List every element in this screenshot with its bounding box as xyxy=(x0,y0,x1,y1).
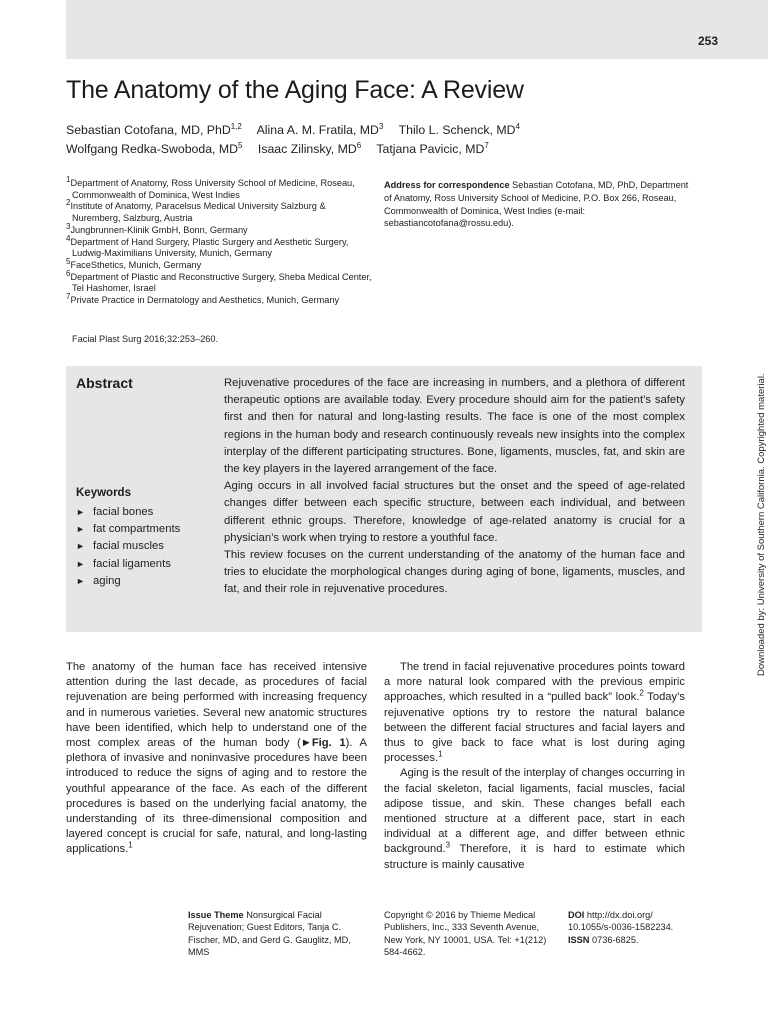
abstract-paragraph: Aging occurs in all involved facial structures but the onset and the speed of age-related changes differ between each specific structure, between each individual, and between different ethnic groups. Therefore, knowledge of age-related anatomy is crucial for a physician’s work when trying to restore a youthful face. xyxy=(224,480,685,544)
body-paragraph: The trend in facial rejuvenative procedures points toward a more natural look compared with the previous empiric approaches, which resulted in a “pulled back” look.$^2$ Today’s rejuvenative options try to restore the natural balance between the different facial structures and facial layers and thus to give back to face what is lost during aging processes.$^1$ xyxy=(384,661,685,765)
keywords-heading: Keywords xyxy=(76,487,131,499)
citation: Facial Plast Surg 2016;32:253–260. xyxy=(72,334,219,344)
author: Thilo L. Schenck, $MD^4$ xyxy=(398,121,520,137)
arrow-icon: ► xyxy=(76,507,85,517)
abstract-paragraph: This review focuses on the current understanding of the anatomy of the human face and tries to elucidate the morphological changes during aging of bone, ligaments, muscles, and fat, and their role in rejuvenative procedures. xyxy=(224,549,685,596)
author: Alina A. M. Fratila, $MD^3$ xyxy=(256,121,384,137)
author: Wolfgang Redka-Swoboda, $MD^5$ xyxy=(66,140,243,156)
doi-issn: DOI http://dx.doi.org/ 10.1055/s-0036-1582234. ISSN 0736-6825. xyxy=(568,910,674,945)
body-paragraph: The anatomy of the human face has received intensive attention during the last decade, as procedures of facial rejuvenation are being performed with increasing frequency and in numerous varieties. Several new anatomic structures have been identified, which help to understand one of the most complex areas of the human body (►Fig. 1). A plethora of invasive and noninvasive procedures have been introduced to reduce the signs of aging and to restore the youthful appearance of the face. As each of the different procedures is based on the underlying facial anatomy, the understanding of its three-dimensional composition and layered concept is crucial for safe, natural, and long-lasting applications.$^1$ xyxy=(66,661,367,856)
author: Sebastian Cotofana, MD, PhD$^{1,2}$ xyxy=(66,121,242,137)
header-bar xyxy=(66,0,768,59)
correspondence xyxy=(384,179,694,230)
arrow-icon: ► xyxy=(76,558,85,569)
abstract-heading: Abstract xyxy=(76,375,133,391)
copyright-notice: Copyright © 2016 by Thieme Medical Publishers, Inc., 333 Seventh Avenue, New York, NY 10001, USA. Tel: +1(212) 584-4662. xyxy=(384,910,547,958)
abstract-text xyxy=(224,375,685,599)
page-number: 253 xyxy=(697,34,718,48)
affiliation: $^7$Private Practice in Dermatology and Aesthetics, Munich, Germany xyxy=(66,291,340,306)
abstract-paragraph: Rejuvenative procedures of the face are increasing in numbers, and a plethora of different therapeutic options are available today. Every procedure should aim for the patient’s safety first and then for natural and long-lasting results. The face is one of the most complex regions in the human body and research continuously reveals new insights into the complex interplay of the different participating structures. Bone, ligaments, muscles, fat, and skin are the key players in the layered arrangement of the face. xyxy=(224,377,685,476)
affiliation-list xyxy=(66,174,376,307)
abstract-box xyxy=(66,366,702,632)
article-title: The Anatomy of the Aging Face: A Review xyxy=(66,76,524,104)
author-line xyxy=(66,121,532,140)
keyword-item: ► facial muscles xyxy=(76,538,180,555)
author-line xyxy=(66,140,532,159)
keyword-list xyxy=(76,504,180,590)
keyword-item: ► aging xyxy=(76,573,180,590)
download-notice: Downloaded by: University of Southern California. Copyrighted material. xyxy=(756,373,767,676)
affiliation: $^3$Jungbrunnen-Klinik GmbH, Bonn, Germany xyxy=(66,221,248,235)
correspondence-text: Sebastian Cotofana, MD, PhD, Department of Anatomy, Ross University School of Medicine, P.O. Box 266, Roseau, Commonwealth of Dominica, West Indies (e-mail: sebastiancotofana@rossu.edu). xyxy=(384,180,689,229)
arrow-icon: ► xyxy=(76,524,85,535)
affiliation: $^6$Department of Plastic and Reconstructive Surgery, Sheba Medical Center, Tel Hashomer, Israel xyxy=(66,268,372,294)
body-column-left xyxy=(66,660,367,858)
arrow-icon: ► xyxy=(76,541,85,552)
affiliation: $^2$Institute of Anatomy, Paracelsus Medical University Salzburg & Nuremberg, Salzburg, Austria xyxy=(66,198,326,224)
author-list xyxy=(66,121,532,159)
body-column-right xyxy=(384,660,685,873)
author: Tatjana Pavicic, $MD^7$ xyxy=(376,140,489,156)
figure-link[interactable]: ►Fig. 1 xyxy=(300,737,346,750)
issue-theme: Issue Theme Nonsurgical Facial Rejuvenation; Guest Editors, Tanja C. Fischer, MD, and Gerd G. Gauglitz, MD, MMS xyxy=(188,910,351,958)
affiliation: $^5$FaceSthetics, Munich, Germany xyxy=(66,256,202,270)
author: Isaac Zilinsky, $MD^6$ xyxy=(257,140,362,156)
arrow-icon: ► xyxy=(76,575,85,586)
keyword-item: ► facial bones xyxy=(76,504,180,521)
correspondence-label: Address for correspondence xyxy=(384,180,510,190)
keyword-item: ► facial ligaments xyxy=(76,556,180,573)
affiliation: $^4$Department of Hand Surgery, Plastic Surgery and Aesthetic Surgery, Ludwig-Maximilians University, Munich, Germany xyxy=(66,233,349,259)
keyword-item: ► fat compartments xyxy=(76,521,180,538)
doi-link[interactable]: http://dx.doi.org/ 10.1055/s-0036-1582234. xyxy=(568,910,674,933)
affiliation: $^1$Department of Anatomy, Ross University School of Medicine, Roseau, Commonwealth of Dominica, West Indies xyxy=(66,174,355,200)
body-paragraph: Aging is the result of the interplay of changes occurring in the facial skeleton, facial ligaments, facial muscles, facial adipose tissue, and skin. These changes befall each mentioned structure at a different pace, start in each individual at a different age, and differ between ethnic background.$^3$ Therefore, it is hard to estimate which structure is mainly causative xyxy=(384,767,685,871)
